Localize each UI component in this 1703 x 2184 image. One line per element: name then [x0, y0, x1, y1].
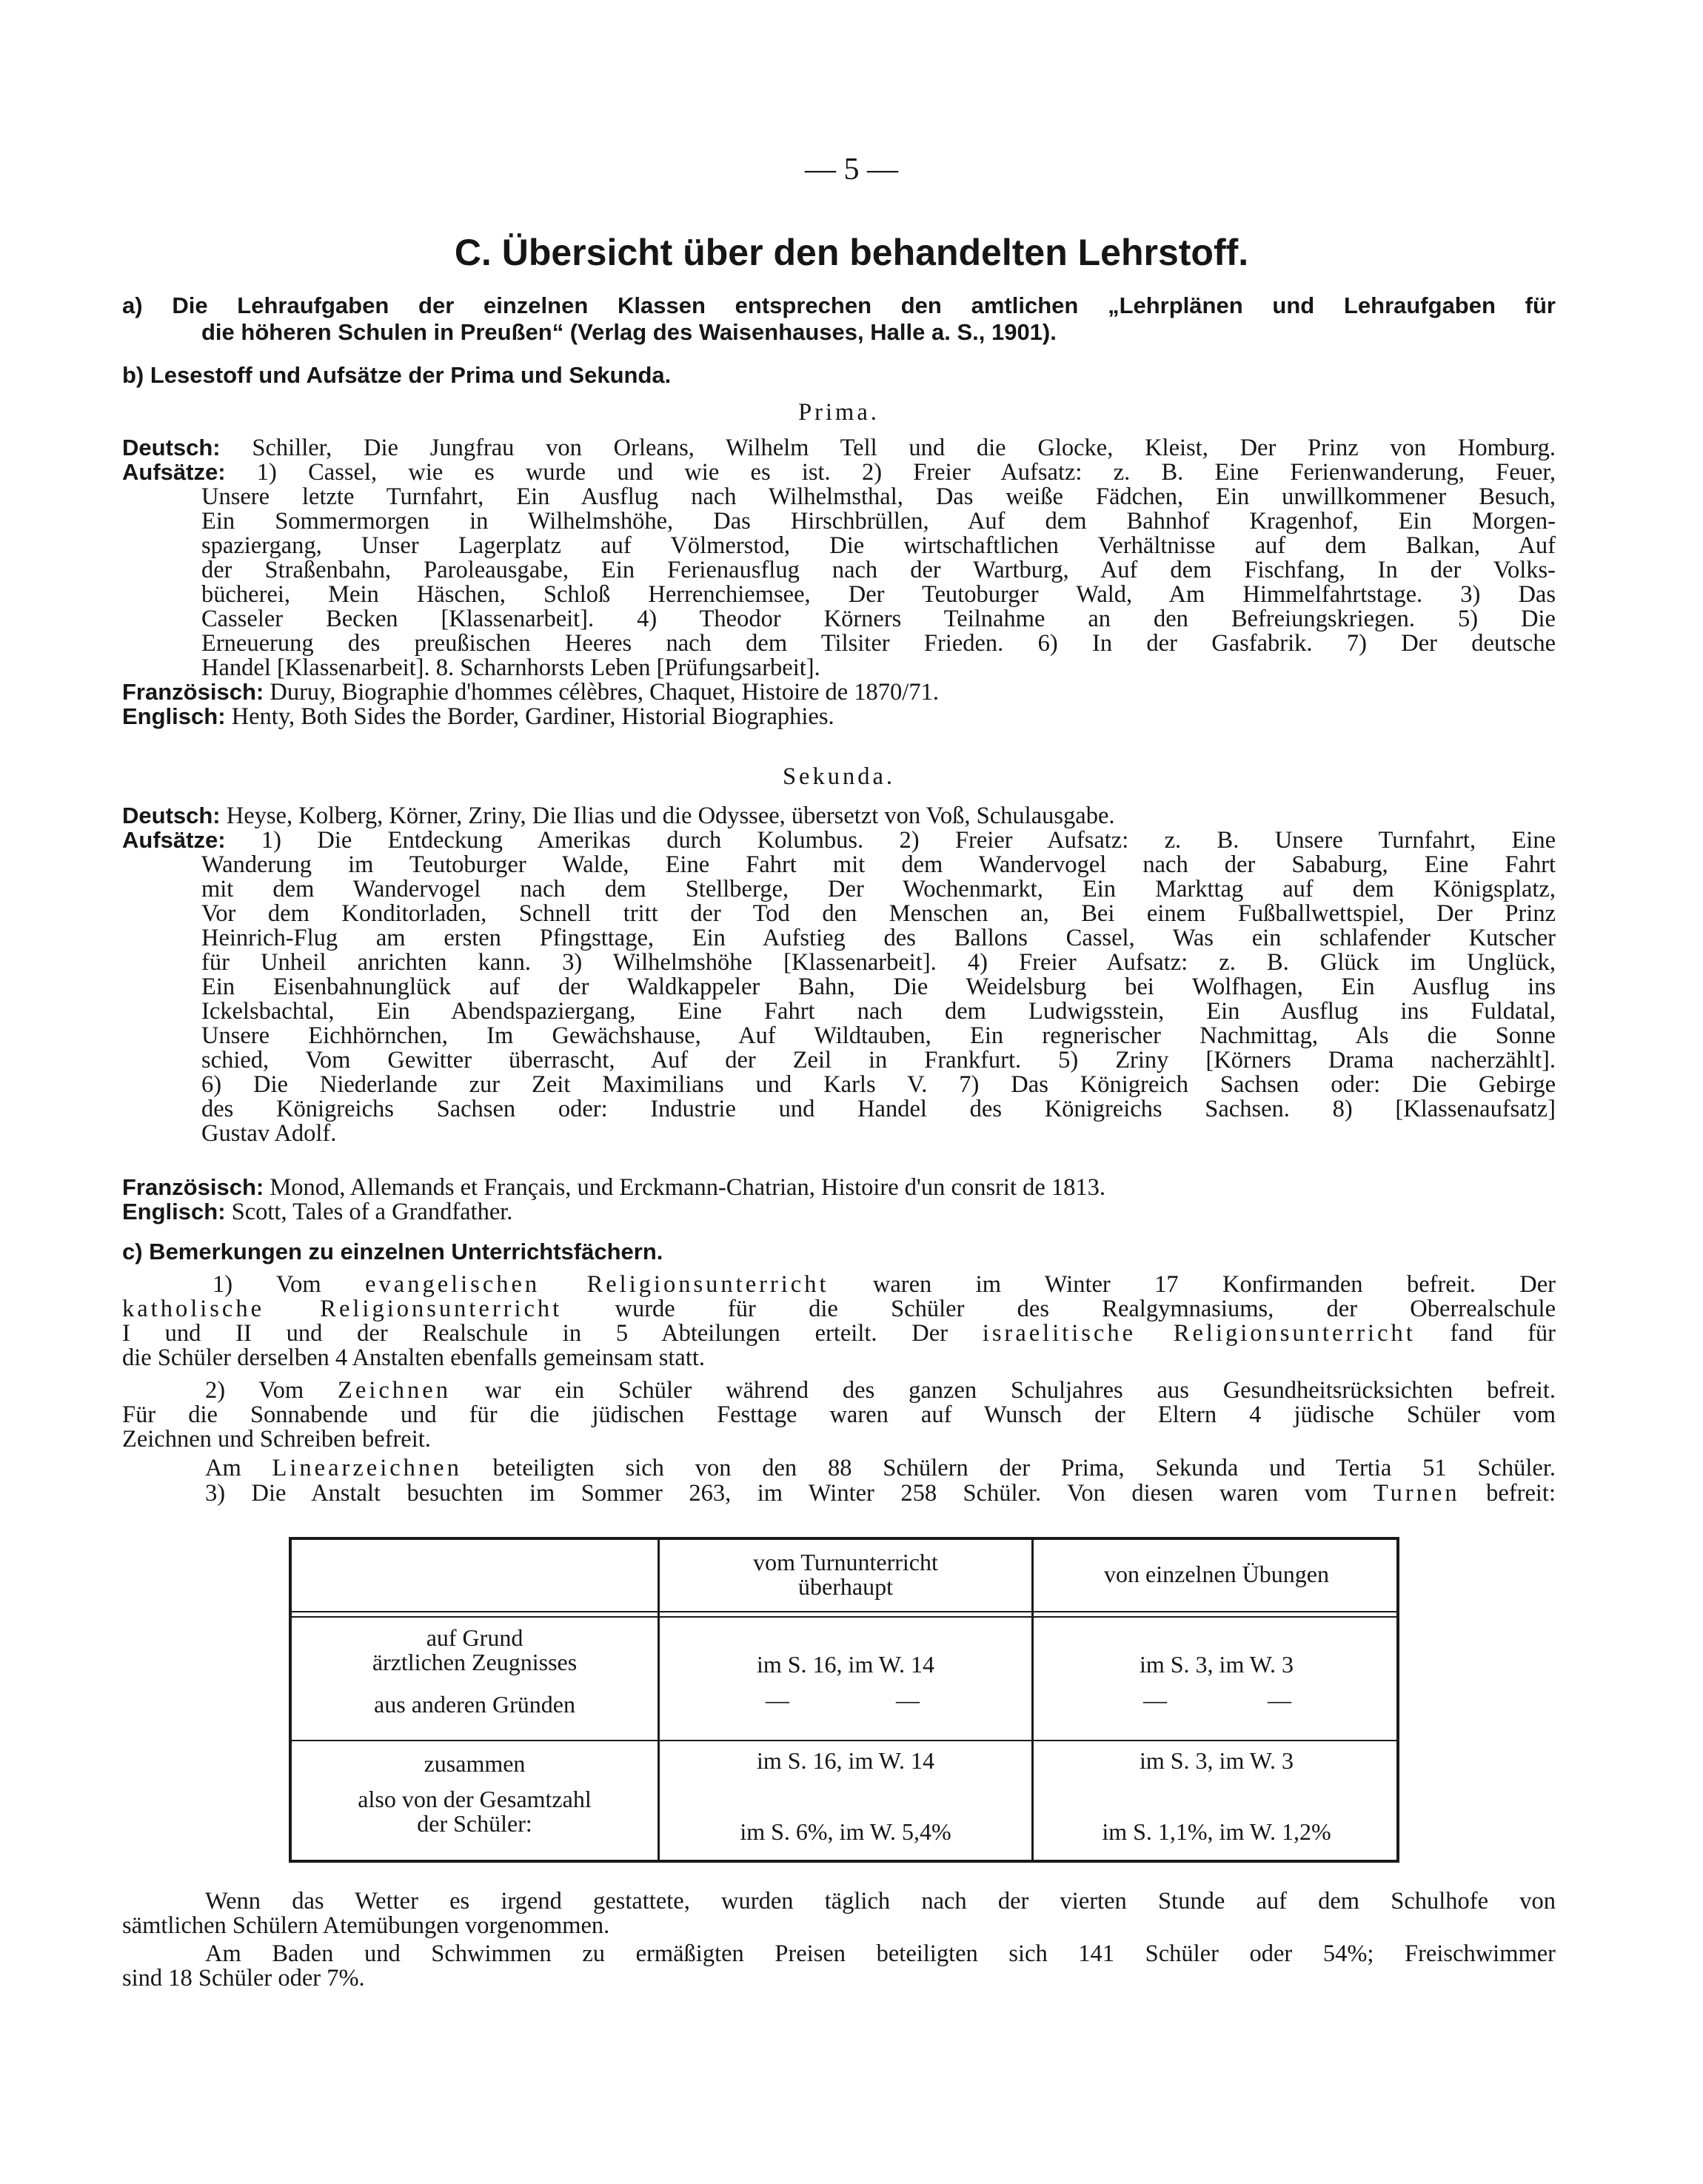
section-c-p4-line: 3) Die Anstalt besuchten im Sommer 263, im Winter 258 Schüler. Von diesen waren vom Turnen befreit:	[205, 1480, 1556, 1507]
sekunda-engl-label: Englisch:	[122, 1199, 226, 1225]
prima-franz-line: Französisch: Duruy, Biographie d'hommes célèbres, Chaquet, Histoire de 1870/71.	[122, 679, 939, 706]
table-divider	[1031, 1540, 1034, 1860]
page-number: — 5 —	[805, 153, 898, 187]
prima-aufsaetze-line: Erneuerung des preußischen Heeres nach dem Tilsiter Frieden. 6) In der Gasfabrik. 7) Der deutsche	[201, 630, 1556, 657]
row-label-aerztlich: auf Grund ärztlichen Zeugnisses	[372, 1624, 578, 1675]
sekunda-aufsaetze-line: Wanderung im Teutoburger Walde, Eine Fahrt mit dem Wandervogel nach der Sababurg, Eine Fahrt	[201, 851, 1556, 878]
prima-aufsaetze-line: bücherei, Mein Häschen, Schloß Herrenchiemsee, Der Teutoburger Wald, Am Himmelfahrtstage. 3) Das	[201, 581, 1556, 608]
sekunda-deutsch-line: Deutsch: Heyse, Kolberg, Körner, Zriny, Die Ilias und die Odyssee, übersetzt von Voß, Schulausgabe.	[122, 803, 1115, 829]
closing-line-1: Wenn das Wetter es irgend gestattete, wurden täglich nach der vierten Stunde auf dem Schulhofe von	[205, 1888, 1556, 1915]
prima-aufsaetze-line: Ein Sommermorgen in Wilhelmshöhe, Das Hirschbrüllen, Auf dem Bahnhof Kragenhof, Ein Morgen-	[201, 508, 1556, 535]
page-title: C. Übersicht über den behandelten Lehrstoff.	[454, 232, 1249, 273]
sekunda-aufsaetze-line: Gustav Adolf.	[201, 1120, 337, 1147]
sekunda-aufsaetze-line: schied, Vom Gewitter überrascht, Auf der Zeil in Frankfurt. 5) Zriny [Körners Drama nacherzählt].	[201, 1047, 1556, 1073]
section-b-heading: b) Lesestoff und Aufsätze der Prima und Sekunda.	[122, 362, 672, 388]
cell-aerztlich-total: im S. 16, im W. 14	[756, 1651, 935, 1678]
section-a-line-1: a) Die Lehraufgaben der einzelnen Klassen entsprechen den amtlichen „Lehrplänen und Lehraufgaben für	[122, 292, 1556, 318]
table-divider	[292, 1740, 1396, 1741]
sekunda-aufsaetze-line: Heinrich-Flug am ersten Pfingsttage, Ein Aufstieg des Ballons Cassel, Was ein schlafender Kutscher	[201, 925, 1556, 951]
cell-zusammen-total: im S. 16, im W. 14	[756, 1747, 935, 1774]
cell-prozent-total: im S. 6%, im W. 5,4%	[740, 1818, 951, 1845]
prima-engl-line: Englisch: Henty, Both Sides the Border, Gardiner, Historial Biographies.	[122, 703, 834, 730]
section-c-heading: c) Bemerkungen zu einzelnen Unterrichtsfächern.	[122, 1239, 663, 1264]
cell-andere-dash: —	[896, 1686, 920, 1713]
sekunda-aufsaetze-line: Aufsätze: 1) Die Entdeckung Amerikas durch Kolumbus. 2) Freier Aufsatz: z. B. Unsere Turnfahrt, Eine	[122, 827, 1556, 854]
sekunda-aufsaetze-line: 6) Die Niederlande zur Zeit Maximilians und Karls V. 7) Das Königreich Sachsen oder: Die Gebirge	[201, 1071, 1556, 1098]
sekunda-aufsaetze-label: Aufsätze:	[122, 827, 226, 853]
section-c-p1-line-4: die Schüler derselben 4 Anstalten ebenfalls gemeinsam statt.	[122, 1344, 705, 1371]
closing-line-2: sämtlichen Schülern Atemübungen vorgenommen.	[122, 1912, 610, 1939]
prima-aufsaetze-line: Unsere letzte Turnfahrt, Ein Ausflug nach Wilhelmsthal, Das weiße Fädchen, Ein unwillkommener Besuch,	[201, 483, 1556, 510]
sekunda-franz-label: Französisch:	[122, 1174, 264, 1200]
table-divider	[292, 1611, 1396, 1612]
prima-deutsch-label: Deutsch:	[122, 435, 221, 460]
sekunda-aufsaetze-line: für Unheil anrichten kann. 3) Wilhelmshöhe [Klassenarbeit]. 4) Freier Aufsatz: z. B. Glück im Unglück,	[201, 949, 1556, 976]
cell-andere-dash: —	[1143, 1686, 1167, 1713]
table-divider	[292, 1616, 1396, 1618]
prima-aufsaetze-line: spaziergang, Unser Lagerplatz auf Völmerstod, Die wirtschaftlichen Verhältnisse auf dem Balkan, Auf	[201, 532, 1556, 559]
row-label-andere: aus anderen Gründen	[374, 1691, 575, 1718]
prima-aufsaetze-label: Aufsätze:	[122, 459, 226, 485]
sekunda-deutsch-label: Deutsch:	[122, 803, 221, 828]
closing-line-3: Am Baden und Schwimmen zu ermäßigten Preisen beteiligten sich 141 Schüler oder 54%; Freischwimmer	[205, 1940, 1556, 1967]
sekunda-aufsaetze-line: Ein Eisenbahnunglück auf der Waldkappeler Bahn, Die Weidelsburg bei Wolfhagen, Ein Ausflug ins	[201, 974, 1556, 1000]
row-label-prozent: also von der Gesamtzahl der Schüler:	[358, 1786, 592, 1837]
section-c-p1-line-3: I und II und der Realschule in 5 Abteilungen erteilt. Der israelitische Religionsunterricht fand für	[122, 1320, 1556, 1347]
sekunda-engl-line: Englisch: Scott, Tales of a Grandfather.	[122, 1199, 513, 1225]
prima-deutsch-line: Deutsch: Schiller, Die Jungfrau von Orleans, Wilhelm Tell und die Glocke, Kleist, Der Prinz von Homburg.	[122, 435, 1556, 461]
closing-line-4: sind 18 Schüler oder 7%.	[122, 1965, 365, 1992]
sekunda-aufsaetze-line: des Königreichs Sachsen oder: Industrie und Handel des Königreichs Sachsen. 8) [Klassenaufsatz]	[201, 1096, 1556, 1122]
turnen-exemption-table	[289, 1537, 1399, 1863]
section-c-p2-line-3: Zeichnen und Schreiben befreit.	[122, 1426, 431, 1453]
cell-aerztlich-partial: im S. 3, im W. 3	[1139, 1651, 1294, 1678]
cell-andere-dash: —	[1268, 1686, 1291, 1713]
section-c-p3-line: Am Linearzeichnen beteiligten sich von den 88 Schülern der Prima, Sekunda und Tertia 51 Schüler.	[205, 1455, 1556, 1481]
cell-andere-dash: —	[766, 1686, 789, 1713]
section-a-line-2: die höheren Schulen in Preußen“ (Verlag des Waisenhauses, Halle a. S., 1901).	[201, 319, 1057, 345]
cell-prozent-partial: im S. 1,1%, im W. 1,2%	[1102, 1818, 1331, 1845]
prima-franz-label: Französisch:	[122, 679, 264, 705]
sekunda-aufsaetze-line: Unsere Eichhörnchen, Im Gewächshause, Auf Wildtauben, Ein regnerischer Nachmittag, Als die Sonne	[201, 1022, 1556, 1049]
sekunda-aufsaetze-line: Vor dem Konditorladen, Schnell tritt der Tod den Menschen an, Bei einem Fußballwettspiel, Der Prinz	[201, 900, 1556, 927]
col-header-total: vom Turnunterricht überhaupt	[753, 1549, 938, 1600]
prima-heading: Prima.	[798, 399, 880, 426]
sekunda-heading: Sekunda.	[782, 763, 896, 790]
sekunda-aufsaetze-line: Ickelsbachtal, Ein Abendspaziergang, Eine Fahrt nach dem Ludwigsstein, Ein Ausflug ins Fuldatal,	[201, 998, 1556, 1025]
col-header-partial: von einzelnen Übungen	[1104, 1561, 1329, 1587]
sekunda-aufsaetze-line: mit dem Wandervogel nach dem Stellberge, Der Wochenmarkt, Ein Markttag auf dem Königsplatz,	[201, 876, 1556, 902]
prima-aufsaetze-line: Aufsätze: 1) Cassel, wie es wurde und wie es ist. 2) Freier Aufsatz: z. B. Eine Ferienwanderung, Feuer,	[122, 459, 1556, 486]
row-label-zusammen: zusammen	[424, 1750, 526, 1777]
section-c-p2-line-1: 2) Vom Zeichnen war ein Schüler während des ganzen Schuljahres aus Gesundheitsrücksichten befreit.	[205, 1377, 1556, 1404]
prima-aufsaetze-line: der Straßenbahn, Paroleausgabe, Ein Ferienausflug nach der Wartburg, Auf dem Fischfang, In der Volks-	[201, 557, 1556, 583]
sekunda-franz-line: Französisch: Monod, Allemands et Français, und Erckmann-Chatrian, Histoire d'un consrit de 1813.	[122, 1174, 1106, 1201]
section-c-p1-line-2: katholische Religionsunterricht wurde für die Schüler des Realgymnasiums, der Oberrealschule	[122, 1296, 1556, 1322]
cell-zusammen-partial: im S. 3, im W. 3	[1139, 1747, 1294, 1774]
section-c-p2-line-2: Für die Sonnabende und für die jüdischen Festtage waren auf Wunsch der Eltern 4 jüdische Schüler vom	[122, 1401, 1556, 1428]
section-c-p1-line-1: 1) Vom evangelischen Religionsunterricht waren im Winter 17 Konfirmanden befreit. Der	[213, 1271, 1556, 1298]
prima-aufsaetze-line: Handel [Klassenarbeit]. 8. Scharnhorsts Leben [Prüfungsarbeit].	[201, 654, 820, 681]
prima-aufsaetze-line: Casseler Becken [Klassenarbeit]. 4) Theodor Körners Teilnahme an den Befreiungskriegen. 5) Die	[201, 606, 1556, 632]
prima-engl-label: Englisch:	[122, 703, 226, 729]
